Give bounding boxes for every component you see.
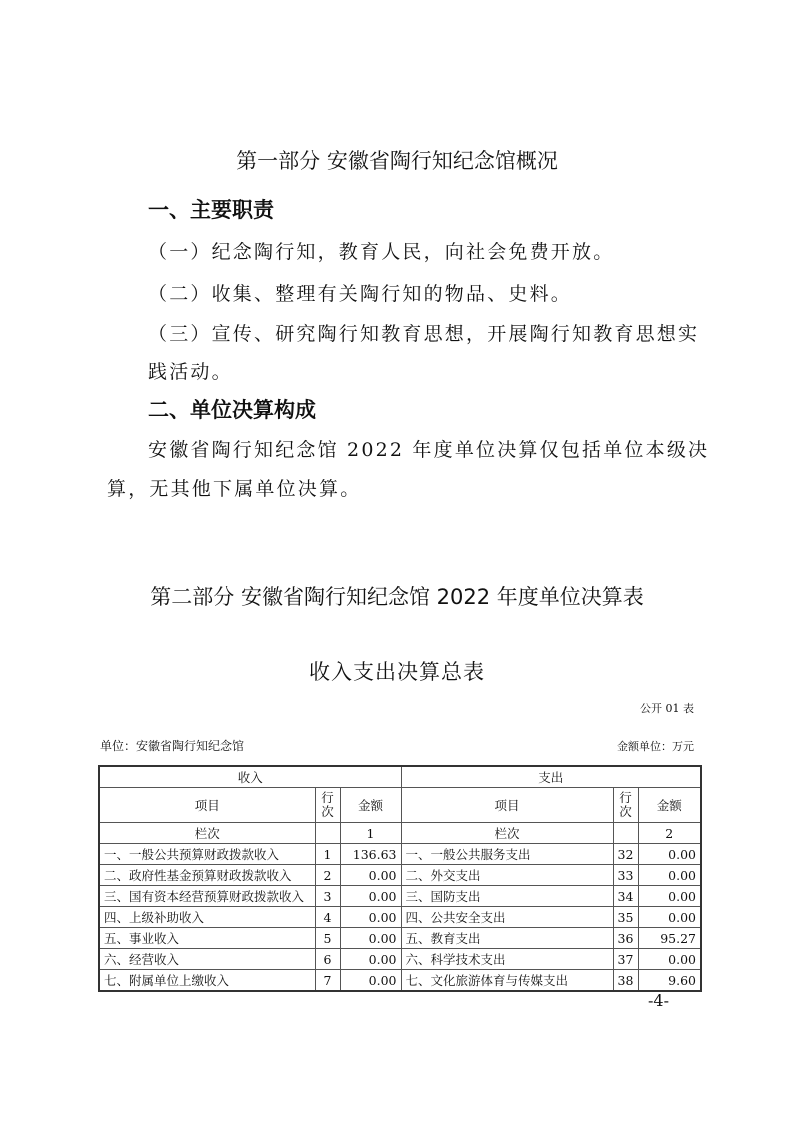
table-row [99, 949, 701, 970]
table-row [99, 970, 701, 992]
income-amount: 0.00 [340, 907, 401, 928]
income-line: 1 [315, 844, 340, 865]
expense-item: 七、文化旅游体育与传媒支出 [401, 970, 613, 992]
expense-item: 一、一般公共服务支出 [401, 844, 613, 865]
income-amount: 0.00 [340, 886, 401, 907]
income-index-number: 1 [340, 823, 401, 844]
part1-title: 第一部分 安徽省陶行知纪念馆概况 [236, 149, 558, 173]
income-line: 4 [315, 907, 340, 928]
section-heading-duties: 一、主要职责 [148, 198, 274, 222]
income-line: 7 [315, 970, 340, 992]
expense-amount: 0.00 [638, 886, 701, 907]
income-item: 六、经营收入 [99, 949, 315, 970]
part2-title: 第二部分 安徽省陶行知纪念馆 2022 年度单位决算表 [150, 585, 644, 609]
expense-line: 37 [613, 949, 638, 970]
income-item: 五、事业收入 [99, 928, 315, 949]
expense-col-item: 项目 [401, 788, 613, 823]
expense-item: 四、公共安全支出 [401, 907, 613, 928]
income-amount: 136.63 [340, 844, 401, 865]
income-header: 收入 [99, 766, 401, 788]
expense-item: 六、科学技术支出 [401, 949, 613, 970]
table-title: 收入支出决算总表 [309, 660, 485, 684]
income-item: 二、政府性基金预算财政拨款收入 [99, 865, 315, 886]
table-row [99, 886, 701, 907]
expense-amount: 9.60 [638, 970, 701, 992]
expense-line: 36 [613, 928, 638, 949]
table-row [99, 907, 701, 928]
table-column-header-row [99, 788, 701, 823]
table-code: 公开 01 表 [640, 702, 694, 715]
expense-item: 三、国防支出 [401, 886, 613, 907]
amount-unit: 金额单位：万元 [617, 740, 694, 753]
expense-index-label: 栏次 [401, 823, 613, 844]
expense-line: 35 [613, 907, 638, 928]
expense-col-amount: 金额 [638, 788, 701, 823]
expense-item: 二、外交支出 [401, 865, 613, 886]
income-item: 三、国有资本经营预算财政拨款收入 [99, 886, 315, 907]
income-line: 6 [315, 949, 340, 970]
expense-amount: 0.00 [638, 865, 701, 886]
income-col-amount: 金额 [340, 788, 401, 823]
expense-amount: 95.27 [638, 928, 701, 949]
expense-amount: 0.00 [638, 949, 701, 970]
duty-item-3: （三）宣传、研究陶行知教育思想，开展陶行知教育思想实 [148, 323, 700, 345]
income-line: 2 [315, 865, 340, 886]
expense-line: 34 [613, 886, 638, 907]
expense-line: 38 [613, 970, 638, 992]
expense-index-line-empty [613, 823, 638, 844]
duty-item-2: （二）收集、整理有关陶行知的物品、史料。 [148, 283, 573, 305]
table-row [99, 928, 701, 949]
income-expense-table [98, 765, 702, 992]
expense-index-number: 2 [638, 823, 701, 844]
duty-item-1: （一）纪念陶行知，教育人民，向社会免费开放。 [148, 241, 615, 263]
expense-header: 支出 [401, 766, 701, 788]
unit-label: 单位：安徽省陶行知纪念馆 [100, 739, 245, 753]
income-col-line: 行次 [315, 788, 340, 823]
composition-text-line-2: 算，无其他下属单位决算。 [107, 478, 362, 500]
table-row [99, 844, 701, 865]
table-index-row [99, 823, 701, 844]
expense-line: 32 [613, 844, 638, 865]
income-col-item: 项目 [99, 788, 315, 823]
income-item: 一、一般公共预算财政拨款收入 [99, 844, 315, 865]
page-number: -4- [648, 991, 669, 1010]
composition-text-line-1: 安徽省陶行知纪念馆 2022 年度单位决算仅包括单位本级决 [148, 439, 710, 461]
table-row [99, 865, 701, 886]
expense-col-line: 行次 [613, 788, 638, 823]
expense-amount: 0.00 [638, 907, 701, 928]
income-item: 四、上级补助收入 [99, 907, 315, 928]
income-index-line-empty [315, 823, 340, 844]
income-amount: 0.00 [340, 970, 401, 992]
income-amount: 0.00 [340, 928, 401, 949]
income-index-label: 栏次 [99, 823, 315, 844]
income-item: 七、附属单位上缴收入 [99, 970, 315, 992]
table-group-header-row [99, 766, 701, 788]
income-amount: 0.00 [340, 949, 401, 970]
income-line: 5 [315, 928, 340, 949]
income-amount: 0.00 [340, 865, 401, 886]
income-line: 3 [315, 886, 340, 907]
expense-amount: 0.00 [638, 844, 701, 865]
expense-item: 五、教育支出 [401, 928, 613, 949]
duty-item-3-cont: 践活动。 [148, 361, 233, 383]
section-heading-composition: 二、单位决算构成 [148, 398, 316, 422]
expense-line: 33 [613, 865, 638, 886]
